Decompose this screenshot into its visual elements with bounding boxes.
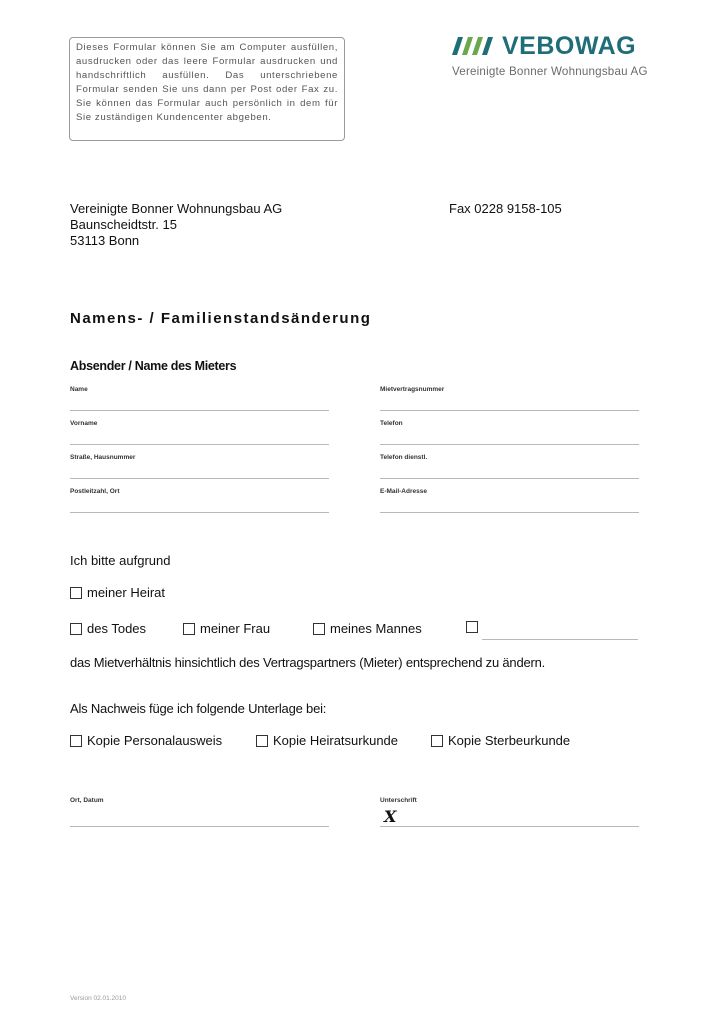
other-text-field[interactable] <box>482 625 638 640</box>
company-logo <box>452 32 672 82</box>
checkbox-other[interactable] <box>466 621 483 633</box>
work-phone-label: Telefon dienstl. <box>380 454 428 461</box>
recipient-address <box>70 201 282 249</box>
street-field[interactable] <box>70 454 329 479</box>
address-line-2: Baunscheidtstr. 15 <box>70 217 177 232</box>
checkbox-wife[interactable] <box>183 621 270 636</box>
phone-field[interactable] <box>380 420 639 445</box>
checkbox-icon[interactable] <box>256 735 268 747</box>
logo-subtitle: Vereinigte Bonner Wohnungsbau AG <box>452 65 648 78</box>
place-date-label: Ort, Datum <box>70 797 104 804</box>
checkbox-icon[interactable] <box>70 735 82 747</box>
name-field[interactable] <box>70 386 329 411</box>
checkbox-id-copy[interactable] <box>70 733 222 748</box>
checkbox-marriage-cert[interactable] <box>256 733 398 748</box>
checkbox-death[interactable] <box>70 621 146 636</box>
form-title: Namens- / Familienstandsänderung <box>70 310 372 327</box>
marriage-label: meiner Heirat <box>87 585 166 600</box>
fax-number: Fax 0228 9158-105 <box>449 201 562 216</box>
checkbox-husband[interactable] <box>313 621 422 636</box>
signature-label: Unterschrift <box>380 797 417 804</box>
wife-label: meiner Frau <box>200 621 271 636</box>
version-footer: Version 02.01.2010 <box>70 995 127 1002</box>
checkbox-icon[interactable] <box>183 623 195 635</box>
death-label: des Todes <box>87 621 147 636</box>
first-name-label: Vorname <box>70 420 98 427</box>
address-line-1: Vereinigte Bonner Wohnungsbau AG <box>70 201 283 216</box>
logo-mark-icon <box>452 37 498 55</box>
place-date-field[interactable] <box>70 797 329 827</box>
checkbox-icon[interactable] <box>466 621 478 633</box>
email-field[interactable] <box>380 488 639 513</box>
contract-number-label: Mietvertragsnummer <box>380 386 445 393</box>
logo-wordmark: VEBOWAG <box>502 32 637 60</box>
signature-field[interactable] <box>380 797 639 827</box>
address-line-3: 53113 Bonn <box>70 233 140 248</box>
marriage-cert-label: Kopie Heiratsurkunde <box>273 733 399 748</box>
checkbox-marriage[interactable] <box>70 585 165 600</box>
signature-mark: X <box>384 807 397 826</box>
zip-city-label: Postleitzahl, Ort <box>70 488 120 495</box>
checkbox-icon[interactable] <box>70 623 82 635</box>
contract-number-field[interactable] <box>380 386 639 411</box>
checkbox-icon[interactable] <box>313 623 325 635</box>
instruction-notice: Dieses Formular können Sie am Computer ausfüllen, ausdrucken oder das leere Formular ausdrucken und handschriftlich ausfüllen. Das unterschriebene Formular senden Sie uns dann per Post oder Fax zu. Sie können das Formular auch persönlich in dem für Sie zuständigen Kundencenter abgeben. <box>69 37 345 141</box>
street-label: Straße, Hausnummer <box>70 454 136 461</box>
section-title: Absender / Name des Mieters <box>70 359 237 373</box>
checkbox-icon[interactable] <box>70 587 82 599</box>
evidence-intro: Als Nachweis füge ich folgende Unterlage bei: <box>70 701 327 716</box>
work-phone-field[interactable] <box>380 454 639 479</box>
request-sentence: das Mietverhältnis hinsichtlich des Vertragspartners (Mieter) entsprechend zu ändern. <box>70 655 546 670</box>
checkbox-icon[interactable] <box>431 735 443 747</box>
id-copy-label: Kopie Personalausweis <box>87 733 223 748</box>
husband-label: meines Mannes <box>330 621 422 636</box>
name-label: Name <box>70 386 88 393</box>
death-cert-label: Kopie Sterbeurkunde <box>448 733 571 748</box>
checkbox-death-cert[interactable] <box>431 733 570 748</box>
first-name-field[interactable] <box>70 420 329 445</box>
zip-city-field[interactable] <box>70 488 329 513</box>
phone-label: Telefon <box>380 420 403 427</box>
email-label: E-Mail-Adresse <box>380 488 427 495</box>
request-intro: Ich bitte aufgrund <box>70 553 171 568</box>
